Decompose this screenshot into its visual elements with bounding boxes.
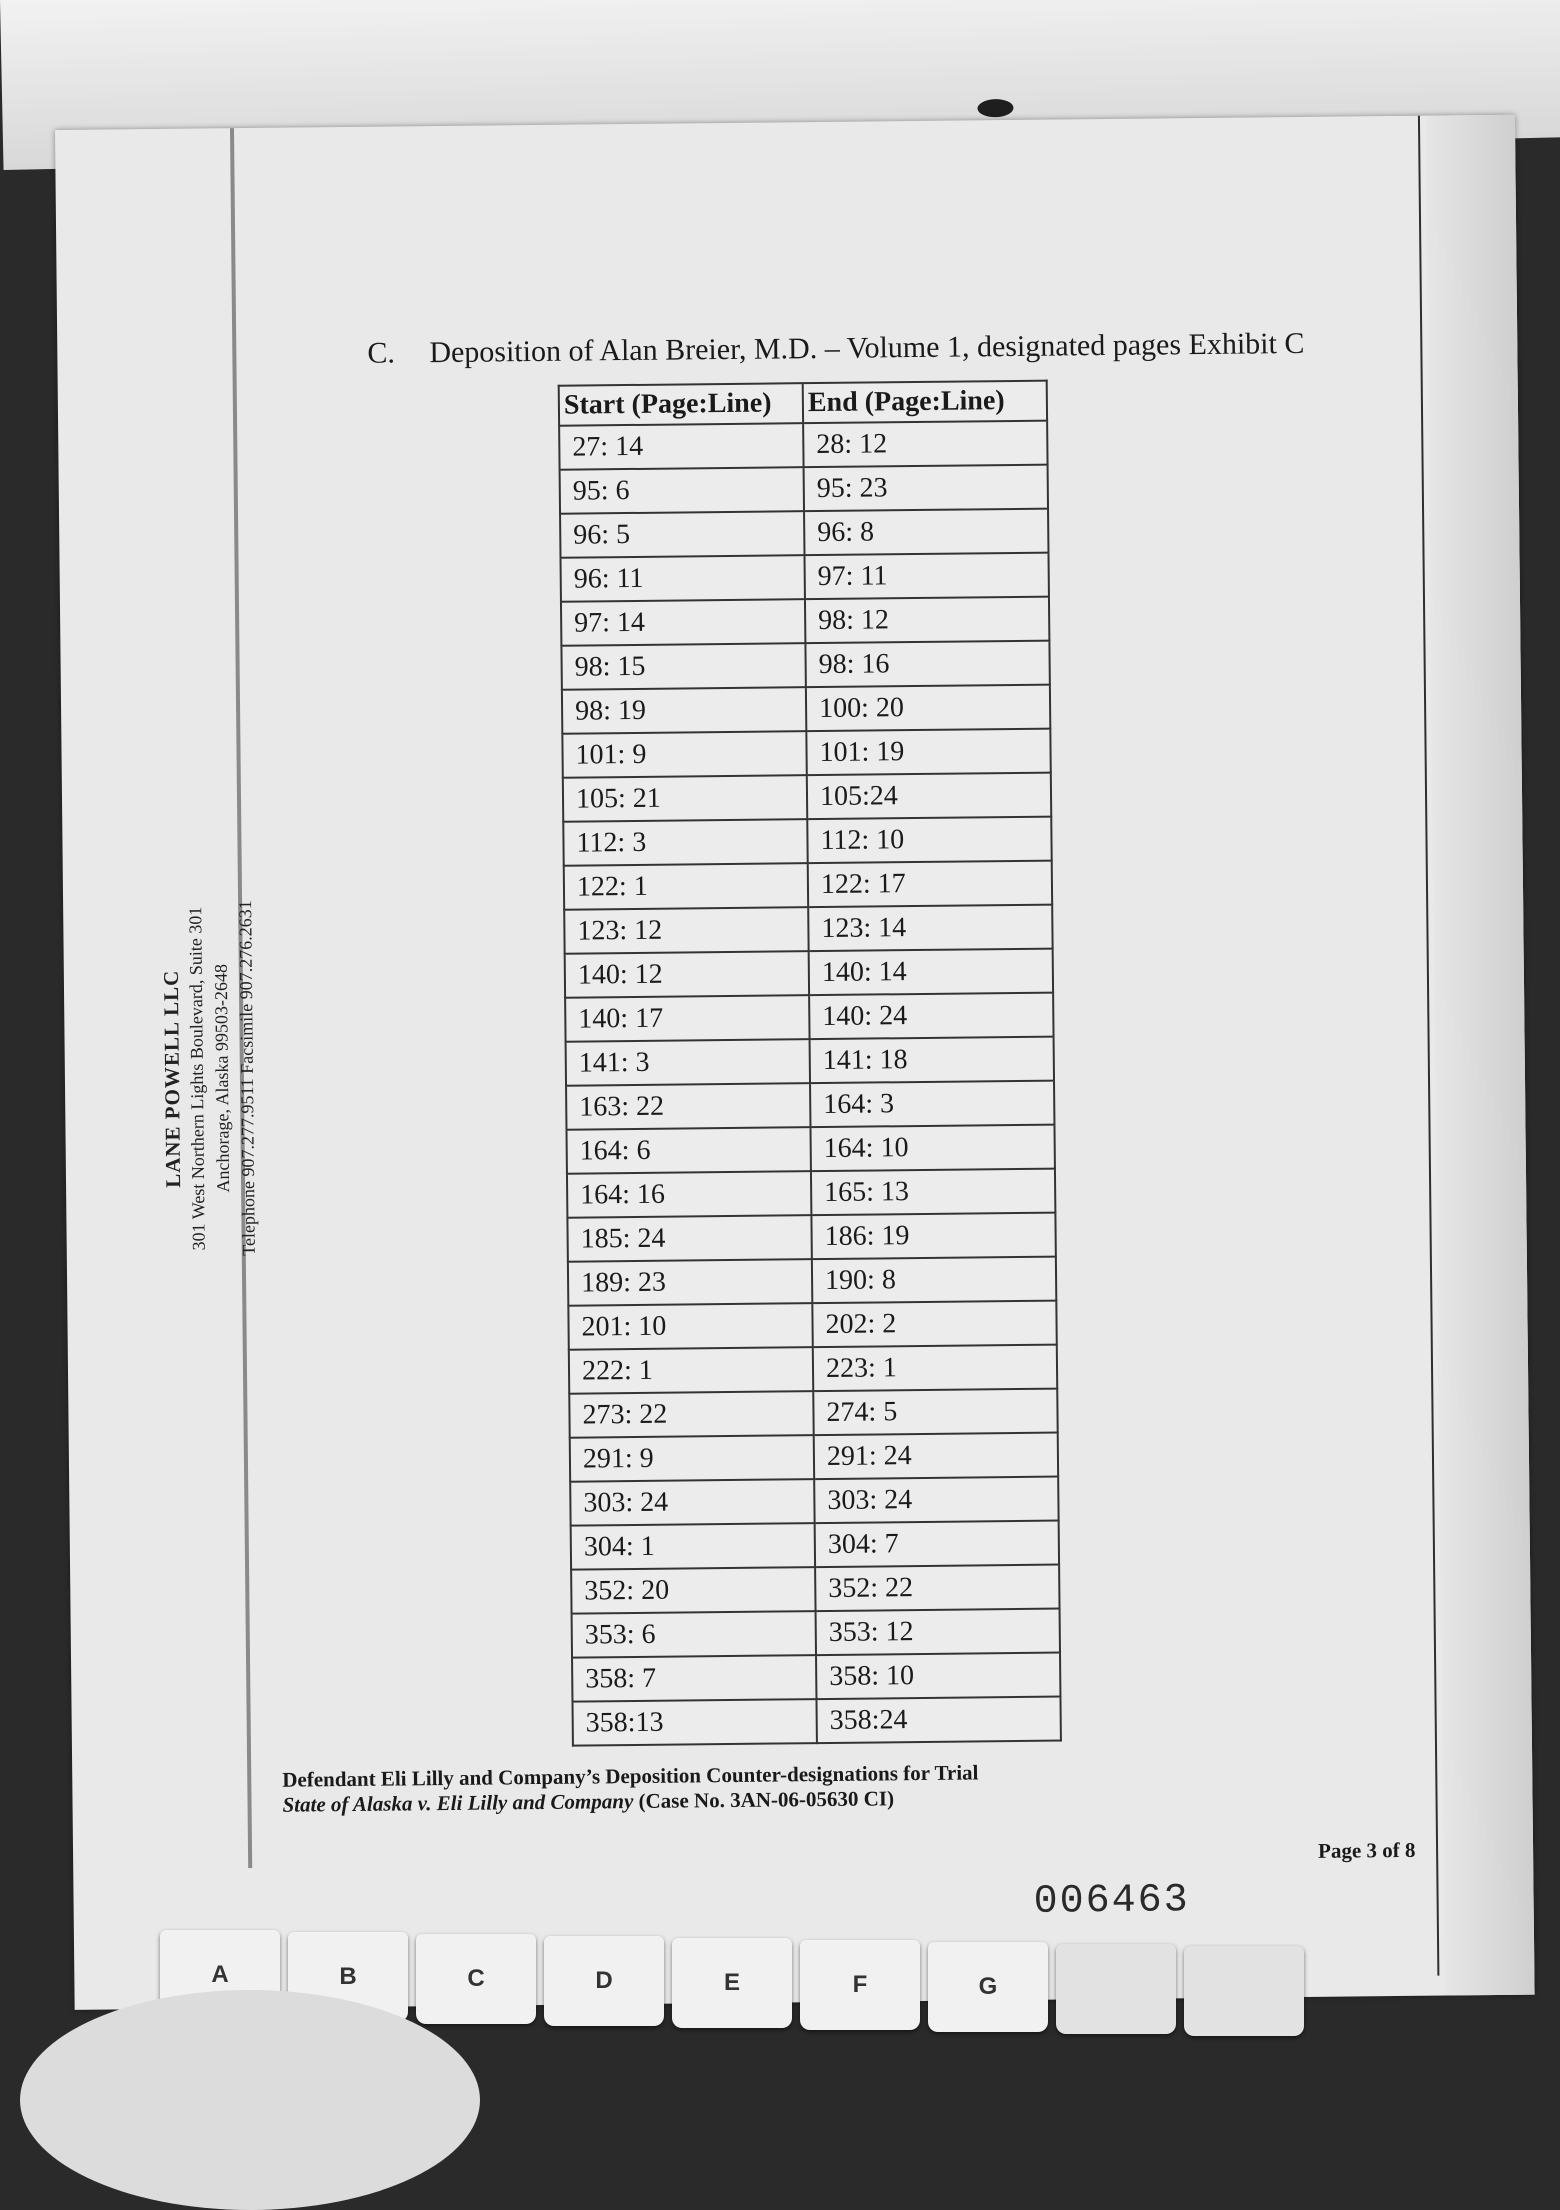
table-row [568,1301,1056,1350]
index-tab[interactable]: G [928,1942,1048,2032]
end-cell: 95: 23 [804,465,1048,512]
end-cell: 100: 20 [806,685,1050,732]
end-cell: 165: 13 [811,1169,1055,1216]
table-row [572,1653,1060,1702]
start-cell: 96: 11 [561,555,805,602]
firm-city: Anchorage, Alaska 99503-2648 [210,963,234,1193]
firm-name: LANE POWELL LLC [158,969,186,1188]
start-cell: 123: 12 [564,907,808,954]
table-body [559,421,1061,1746]
table-row [565,993,1053,1042]
section-title: Deposition of Alan Breier, M.D. – Volume 1, designated pages Exhibit C [429,326,1305,370]
firm-address: 301 West Northern Lights Boulevard, Suite 301 [185,906,209,1251]
table-row [572,1609,1060,1658]
footer-case-name: State of Alaska v. Eli Lilly and Company [282,1789,634,1817]
table-row [571,1521,1059,1570]
start-cell: 185: 24 [567,1215,811,1262]
end-cell: 140: 24 [809,993,1053,1040]
end-cell: 141: 18 [810,1037,1054,1084]
end-cell: 223: 1 [813,1345,1057,1392]
start-cell: 140: 17 [565,995,809,1042]
end-cell: 291: 24 [814,1433,1058,1480]
index-tab[interactable]: B [288,1932,408,2022]
end-cell: 164: 3 [810,1081,1054,1128]
start-cell: 164: 16 [567,1171,811,1218]
table-row [561,597,1049,646]
designation-table [558,380,1062,1747]
start-cell: 101: 9 [562,731,806,778]
end-cell: 97: 11 [804,553,1048,600]
end-cell: 202: 2 [812,1301,1056,1348]
start-cell: 222: 1 [569,1347,813,1394]
document-footer [282,1760,979,1817]
start-cell: 98: 19 [562,687,806,734]
table-row [564,905,1052,954]
end-cell: 96: 8 [804,509,1048,556]
table-row [563,817,1051,866]
end-cell: 140: 14 [809,949,1053,996]
table-row [564,861,1052,910]
end-cell: 358:24 [816,1697,1060,1744]
table-row [571,1565,1059,1614]
table-row [572,1697,1060,1746]
start-cell: 97: 14 [561,599,805,646]
start-cell: 201: 10 [568,1303,812,1350]
table-row [563,773,1051,822]
index-tab[interactable]: A [160,1930,280,2020]
firm-phones: Telephone 907.277.9511 Facsimile 907.276.2631 [235,900,259,1256]
start-cell: 112: 3 [563,819,807,866]
start-cell: 303: 24 [570,1479,814,1526]
start-cell: 358: 7 [572,1655,816,1702]
index-tab[interactable] [1184,1946,1304,2036]
page-number: Page 3 of 8 [1317,1837,1416,1863]
end-cell: 122: 17 [808,861,1052,908]
end-cell: 164: 10 [810,1125,1054,1172]
table-row [561,641,1049,690]
index-tab[interactable] [1056,1944,1176,2034]
table-row [561,553,1049,602]
end-cell: 353: 12 [816,1609,1060,1656]
start-cell: 352: 20 [571,1567,815,1614]
start-cell: 96: 5 [560,511,804,558]
section-letter: C. [367,336,396,370]
table-row [559,421,1047,470]
table-row [570,1477,1058,1526]
end-cell: 303: 24 [814,1477,1058,1524]
table-row [569,1345,1057,1394]
index-tab[interactable]: F [800,1940,920,2030]
table-row [566,1037,1054,1086]
start-cell: 141: 3 [566,1039,810,1086]
start-cell: 122: 1 [564,863,808,910]
end-cell: 98: 12 [805,597,1049,644]
start-cell: 27: 14 [559,423,803,470]
start-cell: 304: 1 [571,1523,815,1570]
end-cell: 304: 7 [815,1521,1059,1568]
table-row [567,1169,1055,1218]
end-cell: 101: 19 [806,729,1050,776]
start-cell: 105: 21 [563,775,807,822]
firm-sidebar [158,848,263,1309]
table-row [567,1213,1055,1262]
header-start: Start (Page:Line) [559,383,803,426]
end-cell: 123: 14 [808,905,1052,952]
header-end: End (Page:Line) [803,381,1047,424]
index-tab[interactable]: E [672,1938,792,2028]
start-cell: 189: 23 [568,1259,812,1306]
page-stack-edge [1425,115,1535,1996]
table-row [566,1081,1054,1130]
table-row [566,1125,1054,1174]
end-cell: 28: 12 [803,421,1047,468]
bates-number: 006463 [1033,1878,1190,1925]
start-cell: 291: 9 [570,1435,814,1482]
start-cell: 140: 12 [565,951,809,998]
start-cell: 163: 22 [566,1083,810,1130]
end-cell: 98: 16 [805,641,1049,688]
document-page [55,115,1535,2010]
table-row [568,1257,1056,1306]
table-row [562,685,1050,734]
start-cell: 98: 15 [561,643,805,690]
section-heading [367,327,1304,371]
table-row [565,949,1053,998]
start-cell: 358:13 [572,1699,816,1746]
index-tab[interactable]: D [544,1936,664,2026]
binder-hole [977,99,1013,118]
end-cell: 112: 10 [807,817,1051,864]
start-cell: 95: 6 [560,467,804,514]
end-cell: 105:24 [807,773,1051,820]
table-header-row [559,381,1047,426]
end-cell: 274: 5 [813,1389,1057,1436]
start-cell: 353: 6 [572,1611,816,1658]
index-tab[interactable]: C [416,1934,536,2024]
end-cell: 190: 8 [812,1257,1056,1304]
table-row [569,1389,1057,1438]
end-cell: 186: 19 [811,1213,1055,1260]
end-cell: 358: 10 [816,1653,1060,1700]
table-row [560,509,1048,558]
table-row [570,1433,1058,1482]
footer-title: Defendant Eli Lilly and Company’s Deposition Counter-designations for Trial [282,1760,979,1792]
end-cell: 352: 22 [815,1565,1059,1612]
background-object [20,1990,480,2210]
table-row [560,465,1048,514]
start-cell: 164: 6 [566,1127,810,1174]
footer-case-number: (Case No. 3AN-06-05630 CI) [633,1786,895,1814]
table-row [562,729,1050,778]
start-cell: 273: 22 [569,1391,813,1438]
